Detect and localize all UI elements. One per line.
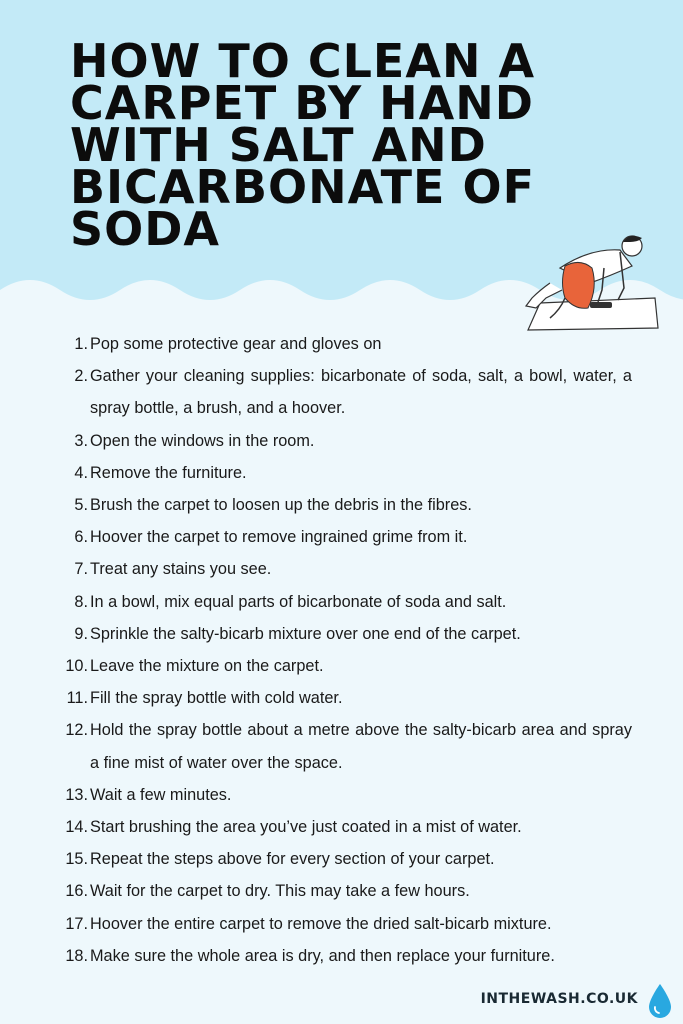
step-number: 4.	[74, 463, 88, 482]
step-number: 3.	[74, 431, 88, 450]
list-item	[62, 521, 632, 553]
step-text: Repeat the steps above for every section of your carpet.	[90, 850, 495, 869]
list-item	[62, 328, 632, 360]
step-text: Gather your cleaning supplies: bicarbonate of soda, salt, a bowl, water, a spray bottle, a brush, and a hoover.	[90, 367, 632, 418]
step-text: In a bowl, mix equal parts of bicarbonate of soda and salt.	[90, 592, 507, 611]
step-number: 2.	[74, 367, 88, 386]
step-text: Wait for the carpet to dry. This may take a few hours.	[90, 882, 470, 901]
step-number: 17.	[65, 914, 88, 933]
step-text: Hold the spray bottle about a metre above the salty-bicarb area and spray a fine mist of water over the space.	[90, 721, 632, 772]
step-number: 12.	[65, 721, 88, 740]
step-text: Hoover the carpet to remove ingrained grime from it.	[90, 528, 468, 547]
step-text: Make sure the whole area is dry, and then replace your furniture.	[90, 946, 555, 965]
list-item	[62, 779, 632, 811]
list-item	[62, 940, 632, 972]
list-item	[62, 553, 632, 585]
list-item	[62, 360, 632, 424]
list-item	[62, 586, 632, 618]
step-number: 1.	[74, 335, 88, 353]
list-item	[62, 618, 632, 650]
step-text: Hoover the entire carpet to remove the dried salt-bicarb mixture.	[90, 914, 552, 933]
step-text: Leave the mixture on the carpet.	[90, 657, 324, 676]
step-text: Sprinkle the salty-bicarb mixture over one end of the carpet.	[90, 624, 521, 643]
step-text: Start brushing the area you’ve just coated in a mist of water.	[90, 818, 522, 837]
list-item	[62, 714, 632, 778]
brand-link[interactable]: INTHEWASH.CO.UK	[480, 991, 638, 1007]
step-text: Treat any stains you see.	[90, 560, 272, 579]
step-number: 13.	[65, 785, 88, 804]
step-text: Fill the spray bottle with cold water.	[90, 689, 343, 708]
person-cleaning-carpet-illustration	[520, 228, 660, 333]
list-item	[62, 457, 632, 489]
step-number: 14.	[65, 818, 88, 837]
list-item	[62, 425, 632, 457]
step-number: 5.	[74, 496, 88, 515]
step-number: 6.	[74, 528, 88, 547]
list-item	[62, 650, 632, 682]
list-item	[62, 811, 632, 843]
step-number: 15.	[65, 850, 88, 869]
list-item	[62, 908, 632, 940]
step-number: 7.	[74, 560, 88, 579]
step-number: 10.	[65, 657, 88, 676]
step-text: Remove the furniture.	[90, 463, 247, 482]
step-number: 11.	[66, 689, 88, 708]
step-text: Brush the carpet to loosen up the debris in the fibres.	[90, 496, 472, 515]
step-text: Open the windows in the room.	[90, 431, 315, 450]
list-item	[62, 875, 632, 907]
list-item	[62, 843, 632, 875]
list-item	[62, 682, 632, 714]
step-number: 8.	[74, 592, 88, 611]
step-text: Pop some protective gear and gloves on	[90, 335, 382, 353]
step-number: 18.	[65, 946, 88, 965]
steps-list	[62, 328, 632, 972]
step-number: 16.	[65, 882, 88, 901]
water-drop-icon	[646, 982, 674, 1020]
list-item	[62, 489, 632, 521]
page-title: HOW TO CLEAN A CARPET BY HAND WITH SALT AND BICARBONATE OF SODA	[70, 34, 536, 256]
step-text: Wait a few minutes.	[90, 785, 232, 804]
step-number: 9.	[74, 624, 88, 643]
